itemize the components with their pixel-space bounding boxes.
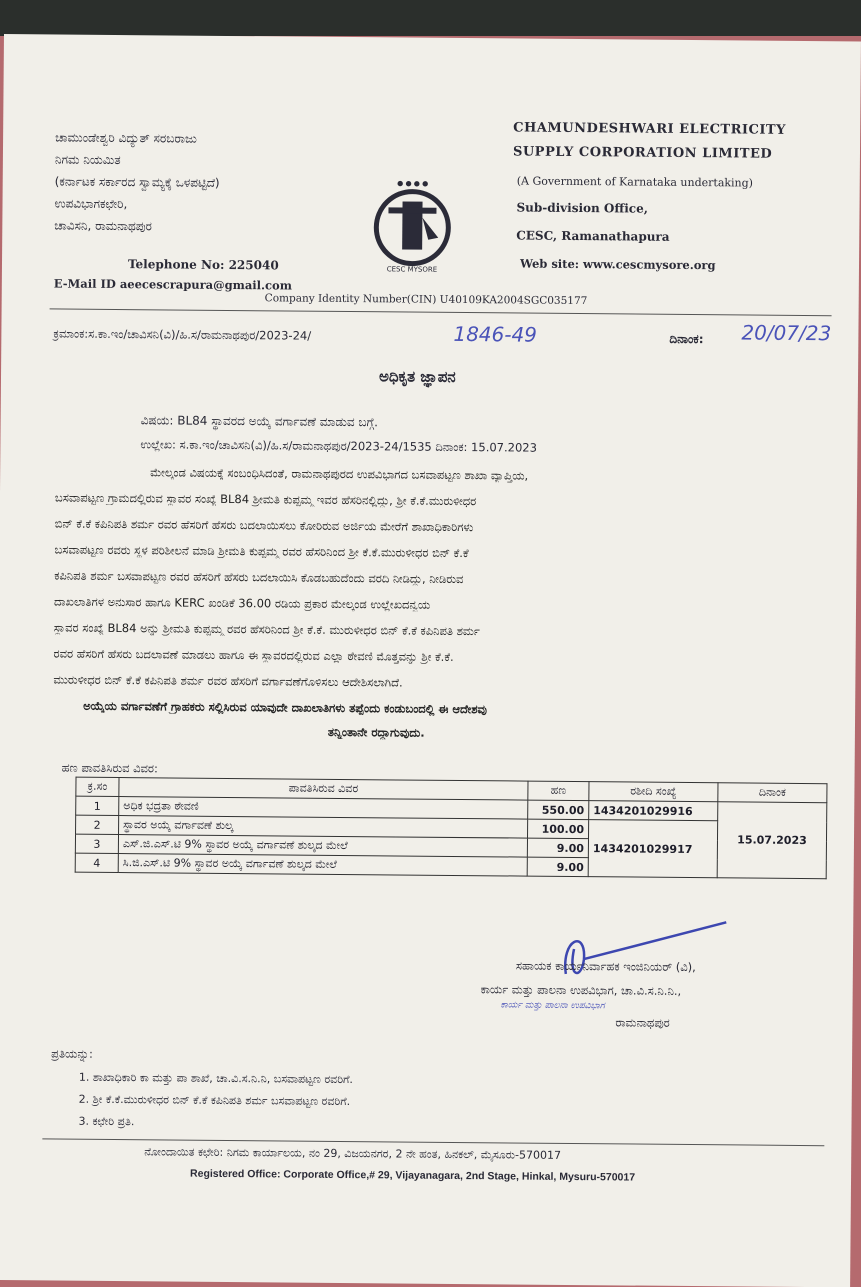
reference-number-label: ಕ್ರಮಾಂಕ:ಸ.ಕಾ.ಇಂ/ಚಾವಿಸನಿ(ವಿ)/ಹಿ.ಸ/ರಾಮನಾಥಪುರ/2023-24/ bbox=[53, 326, 312, 343]
copies-heading: ಪ್ರತಿಯನ್ನು: bbox=[51, 1046, 93, 1061]
signature-designation: ಸಹಾಯಕ ಕಾರ್ಯನಿರ್ವಾಹಕ ಇಂಜಿನಿಯರ್ (ವಿ), bbox=[515, 958, 696, 975]
body-line: ಅಯ್ಕೆಯ ವರ್ಗಾವಣೆಗೆ ಗ್ರಾಹಕರು ಸಲ್ಲಿಸಿರುವ ಯಾವುದೇ ದಾಖಲಾತಿಗಳು ತಪ್ಪೆಂದು ಕಂಡುಬಂದಲ್ಲಿ ಈ ಆದೇಶವು bbox=[83, 698, 487, 717]
website: Web site: www.cescmysore.org bbox=[519, 256, 716, 273]
logo-text: CESC MYSORE bbox=[386, 265, 438, 274]
copy-item: 3. ಕಛೇರಿ ಪ್ರತಿ. bbox=[78, 1114, 135, 1129]
header-kannada-line: (ಕರ್ನಾಟಕ ಸರ್ಕಾರದ ಸ್ವಾಮ್ಯಕ್ಕೆ ಒಳಪಟ್ಟಿದೆ) bbox=[54, 174, 220, 190]
telephone: Telephone No: 225040 bbox=[127, 257, 279, 273]
header-english-line: (A Government of Karnataka undertaking) bbox=[516, 174, 754, 190]
footer-kannada: ನೋಂದಾಯಿತ ಕಛೇರಿ: ನಿಗಮ ಕಾರ್ಯಾಲಯ, ನಂ 29, ವಿಜಯನಗರ, 2 ನೇ ಹಂತ, ಹಿನಕಲ್, ಮೈಸೂರು-570017 bbox=[144, 1145, 562, 1162]
cell-amount: 9.00 bbox=[527, 857, 588, 877]
column-header: ರಶೀದಿ ಸಂಖ್ಯೆ bbox=[589, 782, 718, 802]
document-page bbox=[0, 34, 861, 1287]
cell-desc: ಸ್ಥಾವರ ಅಯ್ಕೆ ವರ್ಗಾವಣೆ ಶುಲ್ಕ bbox=[119, 816, 528, 839]
column-header: ಪಾವತಿಸಿರುವ ವಿವರ bbox=[119, 778, 528, 801]
body-line: ಬಸವಾಪಟ್ಟಣ ರವರು ಸ್ಥಳ ಪರಿಶೀಲನೆ ಮಾಡಿ ಶ್ರೀಮತಿ ಕುಪ್ಪಮ್ಮ ರವರ ಹೆಸರಿನಿಂದ ಶ್ರೀ ಕೆ.ಕೆ.ಮುರುಳೀಧರ ಬಿನ್ ಕೆ.ಕೆ bbox=[54, 542, 469, 561]
body-line: ಕಪಿನಿಪತಿ ಶರ್ಮ ಬಸವಾಪಟ್ಟಣ ರವರ ಹೆಸರಿಗೆ ಹೆಸರು ಬದಲಾಯಿಸಿ ಕೊಡಬಹುದೆಂದು ವರದಿ ನೀಡಿದ್ದು, ನೀಡಿರುವ bbox=[54, 568, 464, 587]
footer-english: Registered Office: Corporate Office,# 29, Vijayanagara, 2nd Stage, Hinkal, Mysuru-570017 bbox=[190, 1167, 636, 1184]
cin-number: Company Identity Number(CIN) U40109KA2004SGC035177 bbox=[264, 292, 588, 308]
cell-no: 4 bbox=[75, 853, 118, 872]
reference-number-handwritten: 1846-49 bbox=[453, 321, 538, 347]
cell-no: 3 bbox=[75, 834, 118, 853]
header-kannada-line: ಚಾಮುಂಡೇಶ್ವರಿ ವಿದ್ಯುತ್ ಸರಬರಾಜು bbox=[55, 130, 197, 146]
header-kannada-line: ಉಪವಿಭಾಗಕಛೇರಿ, bbox=[54, 196, 128, 212]
cell-receipt: 1434201029917 bbox=[588, 820, 717, 878]
column-header: ದಿನಾಂಕ bbox=[718, 783, 827, 803]
body-line: ರವರ ಹೆಸರಿಗೆ ಹೆಸರು ಬದಲಾವಣೆ ಮಾಡಲು ಹಾಗೂ ಈ ಸ್ಥಾವರದಲ್ಲಿರುವ ಎಲ್ಲಾ ಠೇವಣಿ ಮೊತ್ತವನ್ನು ಶ್ರೀ ಕೆ.ಕೆ. bbox=[53, 646, 454, 664]
column-header: ಹಣ bbox=[528, 781, 589, 801]
signature-office: ಕಾರ್ಯ ಮತ್ತು ಪಾಲನಾ ಉಪವಿಭಾಗ, ಚಾ.ವಿ.ಸ.ನಿ.ನಿ., bbox=[480, 982, 682, 998]
svg-text:● ● ● ●: ● ● ● ● bbox=[397, 179, 429, 188]
body-line: ಮೇಲ್ಕಂಡ ವಿಷಯಕ್ಕೆ ಸಂಬಂಧಿಸಿದಂತೆ, ರಾಮನಾಥಪುರದ ಉಪವಿಭಾಗದ ಬಸವಾಪಟ್ಟಣ ಶಾಖಾ ವ್ಯಾಪ್ತಿಯ, bbox=[150, 465, 529, 483]
cell-amount: 9.00 bbox=[527, 838, 588, 858]
body-line: ಬಸವಾಪಟ್ಟಣ ಗ್ರಾಮದಲ್ಲಿರುವ ಸ್ಥಾವರ ಸಂಖ್ಯೆ BL84 ಶ್ರೀಮತಿ ಕುಪ್ಪಮ್ಮ ಇವರ ಹೆಸರಿನಲ್ಲಿದ್ದು, ಶ್ರೀ ಕೆ.ಕೆ.ಮುರುಳೀಧರ bbox=[54, 490, 477, 509]
column-header: ಕ್ರ.ಸಂ bbox=[76, 777, 119, 796]
header-english-line: Sub-division Office, bbox=[516, 200, 649, 216]
copy-item: 1. ಶಾಖಾಧಿಕಾರಿ ಕಾ ಮತ್ತು ಪಾ ಶಾಖೆ, ಚಾ.ವಿ.ಸ.ನಿ.ನಿ, ಬಸವಾಪಟ್ಟಣ ರವರಿಗೆ. bbox=[78, 1070, 353, 1087]
date-handwritten: 20/07/23 bbox=[741, 320, 832, 346]
background-strip bbox=[0, 0, 861, 36]
body-line: ಮುರುಳೀಧರ ಬಿನ್ ಕೆ.ಕೆ ಕಪಿನಿಪತಿ ಶರ್ಮ ರವರ ಹೆಸರಿಗೆ ವರ್ಗಾವಣೆಗೊಳಿಸಲು ಆದೇಶಿಸಲಾಗಿದೆ. bbox=[53, 672, 403, 690]
email: E-Mail ID aeecescrapura@gmail.com bbox=[53, 276, 292, 293]
signature-place: ರಾಮನಾಥಪುರ bbox=[615, 1015, 670, 1030]
cell-receipt: 1434201029916 bbox=[589, 801, 718, 821]
cell-date: 15.07.2023 bbox=[717, 802, 827, 879]
body-line: ಸ್ಥಾವರ ಸಂಖ್ಯೆ BL84 ಅನ್ನು ಶ್ರೀಮತಿ ಕುಪ್ಪಮ್ಮ ರವರ ಹೆಸರಿನಿಂದ ಶ್ರೀ ಕೆ.ಕೆ. ಮುರುಳೀಧರ ಬಿನ್ ಕೆ.ಕೆ ಕಪಿನಿಪತಿ ಶರ್ಮ bbox=[53, 620, 480, 639]
table-caption: ಹಣ ಪಾವತಿಸಿರುವ ವಿವರ: bbox=[61, 760, 159, 776]
cell-amount: 550.00 bbox=[528, 800, 589, 820]
cell-desc: ಅಧಿಕ ಭದ್ರತಾ ಠೇವಣಿ bbox=[119, 797, 528, 820]
cesc-logo bbox=[362, 167, 463, 278]
payment-table bbox=[75, 777, 828, 880]
cell-desc: ಎಸ್.ಜಿ.ಎಸ್.ಟಿ 9% ಸ್ಥಾವರ ಅಯ್ಕೆ ವರ್ಗಾವಣೆ ಶುಲ್ಕದ ಮೇಲೆ bbox=[118, 835, 527, 858]
header-divider bbox=[50, 308, 832, 316]
signature-stamp: ಕಾರ್ಯ ಮತ್ತು ಪಾಲನಾ ಉಪವಿಭಾಗ bbox=[500, 1000, 605, 1012]
document-title: ಅಧಿಕೃತ ಜ್ಞಾಪನ bbox=[378, 367, 456, 386]
body-line: ದಾಖಲಾತಿಗಳ ಅನುಸಾರ ಹಾಗೂ KERC ಖಂಡಿಕೆ 36.00 ರಡಿಯ ಪ್ರಕಾರ ಮೇಲ್ಕಂಡ ಉಲ್ಲೇಖದನ್ವಯ bbox=[53, 594, 431, 612]
header-english-line: SUPPLY CORPORATION LIMITED bbox=[512, 144, 773, 162]
cell-amount: 100.00 bbox=[528, 819, 589, 839]
header-kannada-line: ನಿಗಮ ನಿಯಮಿತ bbox=[54, 152, 121, 168]
date-label: ದಿನಾಂಕ: bbox=[669, 331, 704, 347]
header-kannada-line: ಚಾವಿಸನಿ, ರಾಮನಾಥಪುರ bbox=[54, 218, 153, 234]
cell-no: 1 bbox=[76, 796, 119, 815]
subject: ವಿಷಯ: BL84 ಸ್ಥಾವರದ ಅಯ್ಕೆ ವರ್ಗಾವಣೆ ಮಾಡುವ ಬಗ್ಗೆ. bbox=[140, 413, 379, 430]
reference-line: ಉಲ್ಲೇಖ: ಸ.ಕಾ.ಇಂ/ಚಾವಿಸನಿ(ವಿ)/ಹಿ.ಸ/ರಾಮನಾಥಪುರ/2023-24/1535 ದಿನಾಂಕ: 15.07.2023 bbox=[140, 437, 538, 455]
body-line: ಬಿನ್ ಕೆ.ಕೆ ಕಪಿನಿಪತಿ ಶರ್ಮ ರವರ ಹೆಸರಿಗೆ ಹೆಸರು ಬದಲಾಯಿಸಲು ಕೋರಿರುವ ಅರ್ಜಿಯ ಮೇರೆಗೆ ಶಾಖಾಧಿಕಾರಿಗಳು bbox=[54, 516, 474, 535]
header-english-line: CESC, Ramanathapura bbox=[516, 228, 670, 244]
cell-no: 2 bbox=[76, 815, 119, 834]
body-line: ತನ್ನಿಂತಾನೇ ರದ್ದಾಗುವುದು. bbox=[327, 724, 425, 740]
copy-item: 2. ಶ್ರೀ ಕೆ.ಕೆ.ಮುರುಳೀಧರ ಬಿನ್ ಕೆ.ಕೆ ಕಪಿನಿಪತಿ ಶರ್ಮ ಬಸವಾಪಟ್ಟಣ ರವರಿಗೆ. bbox=[78, 1092, 351, 1109]
cell-desc: ಸಿ.ಜಿ.ಎಸ್.ಟಿ 9% ಸ್ಥಾವರ ಅಯ್ಕೆ ವರ್ಗಾವಣೆ ಶುಲ್ಕದ ಮೇಲೆ bbox=[118, 854, 527, 877]
header-english-line: CHAMUNDESHWARI ELECTRICITY bbox=[513, 120, 786, 138]
